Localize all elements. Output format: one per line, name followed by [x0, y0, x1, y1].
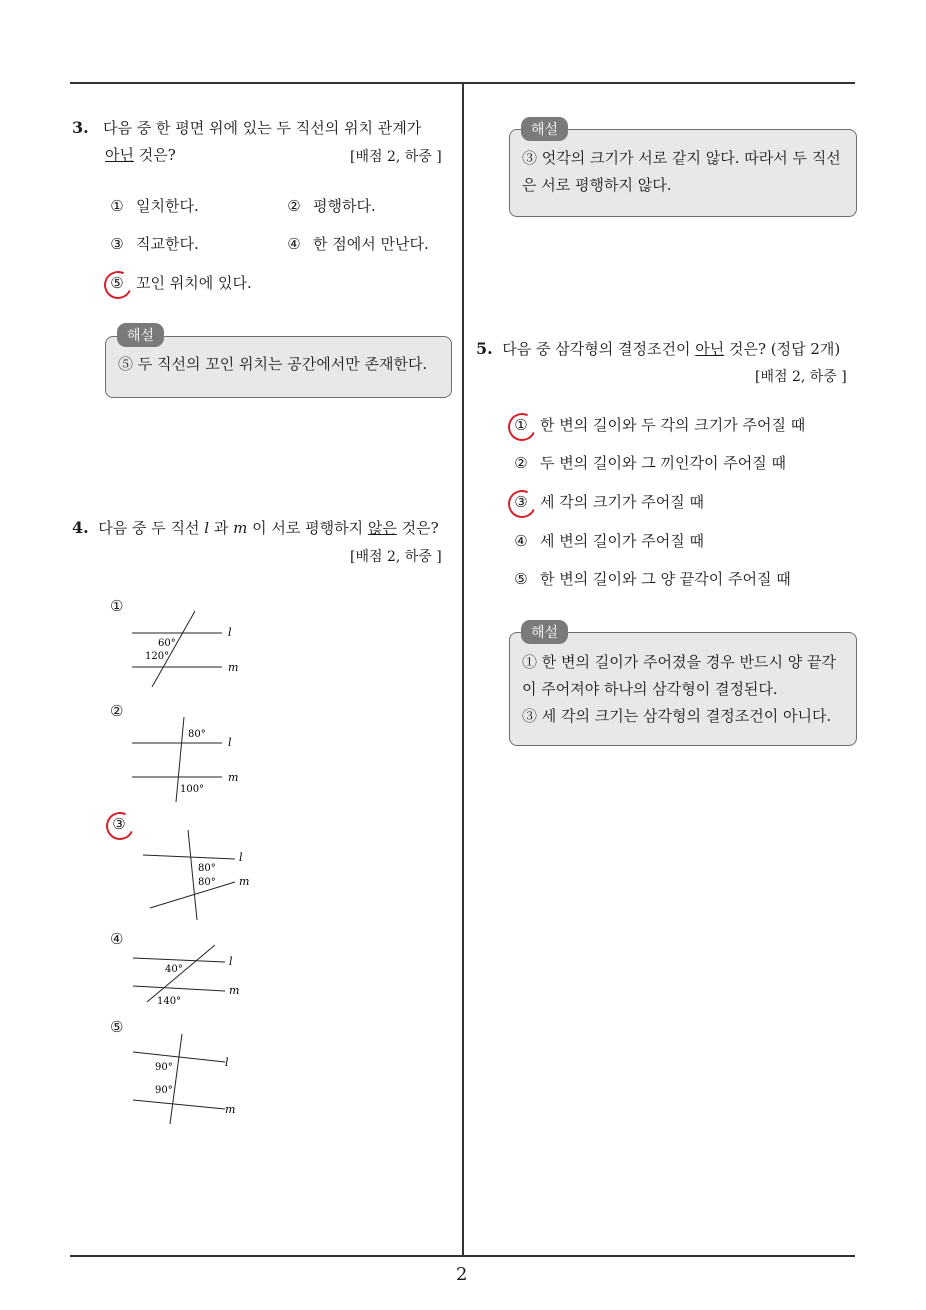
column-divider — [462, 83, 464, 1256]
q3-option-1[interactable]: ① 일치한다. — [110, 196, 199, 215]
line-m-label: m — [239, 875, 250, 888]
page-number: 2 — [456, 1264, 468, 1285]
q3-stem — [72, 117, 421, 139]
q5-stem: 5. 다음 중 삼각형의 결정조건이 아닌 것은? (정답 2개) — [476, 339, 841, 358]
line-m-label: m — [228, 661, 239, 674]
q3-stem-line1: 다음 중 한 평면 위에 있는 두 직선의 위치 관계가 — [103, 119, 422, 137]
angle-label-2: 100° — [180, 784, 205, 795]
q3-option-3[interactable]: ③ 직교한다. — [110, 234, 199, 253]
answer-mark-icon: ⑤ — [108, 274, 126, 292]
q3-answer-box: ⑤ 두 직선의 꼬인 위치는 공간에서만 존재한다. — [105, 336, 452, 398]
line-m-label: m — [229, 984, 240, 997]
q3-option-4[interactable]: ④ 한 점에서 만난다. — [287, 234, 429, 253]
q5-option-5[interactable]: ⑤ 한 변의 길이와 그 양 끝각이 주어질 때 — [514, 569, 791, 588]
answer-mark-icon: ③ — [110, 815, 128, 833]
q5-answer-box: ① 한 변의 길이가 주어졌을 경우 반드시 양 끝각 이 주어져야 하나의 삼각형이 결정된다. ③ 세 각의 크기는 삼각형의 결정조건이 아니다. — [509, 632, 857, 746]
q5-option-1[interactable]: ① 한 변의 길이와 두 각의 크기가 주어질 때 — [512, 414, 805, 435]
q3-option-2[interactable]: ② 평행하다. — [287, 196, 376, 215]
q5-option-2[interactable]: ② 두 변의 길이와 그 끼인각이 주어질 때 — [514, 453, 786, 472]
angle-label-1: 80° — [188, 729, 206, 740]
bottom-rule — [70, 1255, 855, 1257]
line-m-label: m — [228, 771, 239, 784]
q4-figure-3-label[interactable] — [110, 815, 128, 833]
q4-figure-5-label[interactable]: ⑤ — [110, 1018, 124, 1036]
line-l-label: l — [228, 626, 232, 639]
angle-label-2: 90° — [155, 1085, 173, 1096]
line-l-label: l — [229, 955, 233, 968]
q4-figure-4 — [125, 940, 260, 1010]
q4-stem: 4. 다음 중 두 직선 l 과 m 이 서로 평행하지 않은 것은? — [72, 518, 439, 537]
q3-meta: [배점 2, 하중 ] — [350, 149, 442, 165]
q3-number: 3. — [72, 118, 89, 137]
answer-mark-icon: ① — [512, 416, 530, 434]
answer-mark-icon: ③ — [512, 493, 530, 511]
q4-answer-tag: 해설 — [521, 117, 568, 141]
q4-figure-4-label[interactable]: ④ — [110, 930, 124, 948]
angle-label-1: 90° — [155, 1062, 173, 1073]
q3-answer-tag: 해설 — [117, 323, 164, 347]
q4-figure-5 — [125, 1030, 260, 1130]
line-l-label: l — [239, 851, 243, 864]
line-l-label: l — [228, 736, 232, 749]
q3-stem-line2: 아닌 것은? — [105, 146, 176, 164]
q4-figure-1-label[interactable]: ① — [110, 597, 124, 615]
angle-label-2: 140° — [157, 996, 182, 1007]
q5-answer-tag: 해설 — [521, 620, 568, 644]
q5-option-3[interactable]: ③ 세 각의 크기가 주어질 때 — [512, 491, 704, 512]
angle-label-1: 40° — [165, 964, 183, 975]
q3-option-5[interactable]: ⑤ 꼬인 위치에 있다. — [108, 272, 252, 293]
q5-option-4[interactable]: ④ 세 변의 길이가 주어질 때 — [514, 531, 704, 550]
angle-label-1: 60° — [158, 638, 176, 649]
q4-figure-2 — [120, 712, 260, 807]
q4-meta: [배점 2, 하중 ] — [350, 549, 442, 565]
line-l-label: l — [225, 1056, 229, 1069]
angle-label-2: 80° — [198, 877, 216, 888]
q5-meta: [배점 2, 하중 ] — [755, 369, 847, 385]
q4-figure-1 — [120, 605, 260, 695]
q4-answer-box: ③ 엇각의 크기가 서로 같지 않다. 따라서 두 직선 은 서로 평행하지 않다. — [509, 129, 857, 217]
angle-label-1: 80° — [198, 863, 216, 874]
angle-label-2: 120° — [145, 651, 170, 662]
q4-figure-2-label[interactable]: ② — [110, 702, 124, 720]
q4-figure-3 — [135, 825, 265, 925]
line-m-label: m — [225, 1103, 236, 1116]
